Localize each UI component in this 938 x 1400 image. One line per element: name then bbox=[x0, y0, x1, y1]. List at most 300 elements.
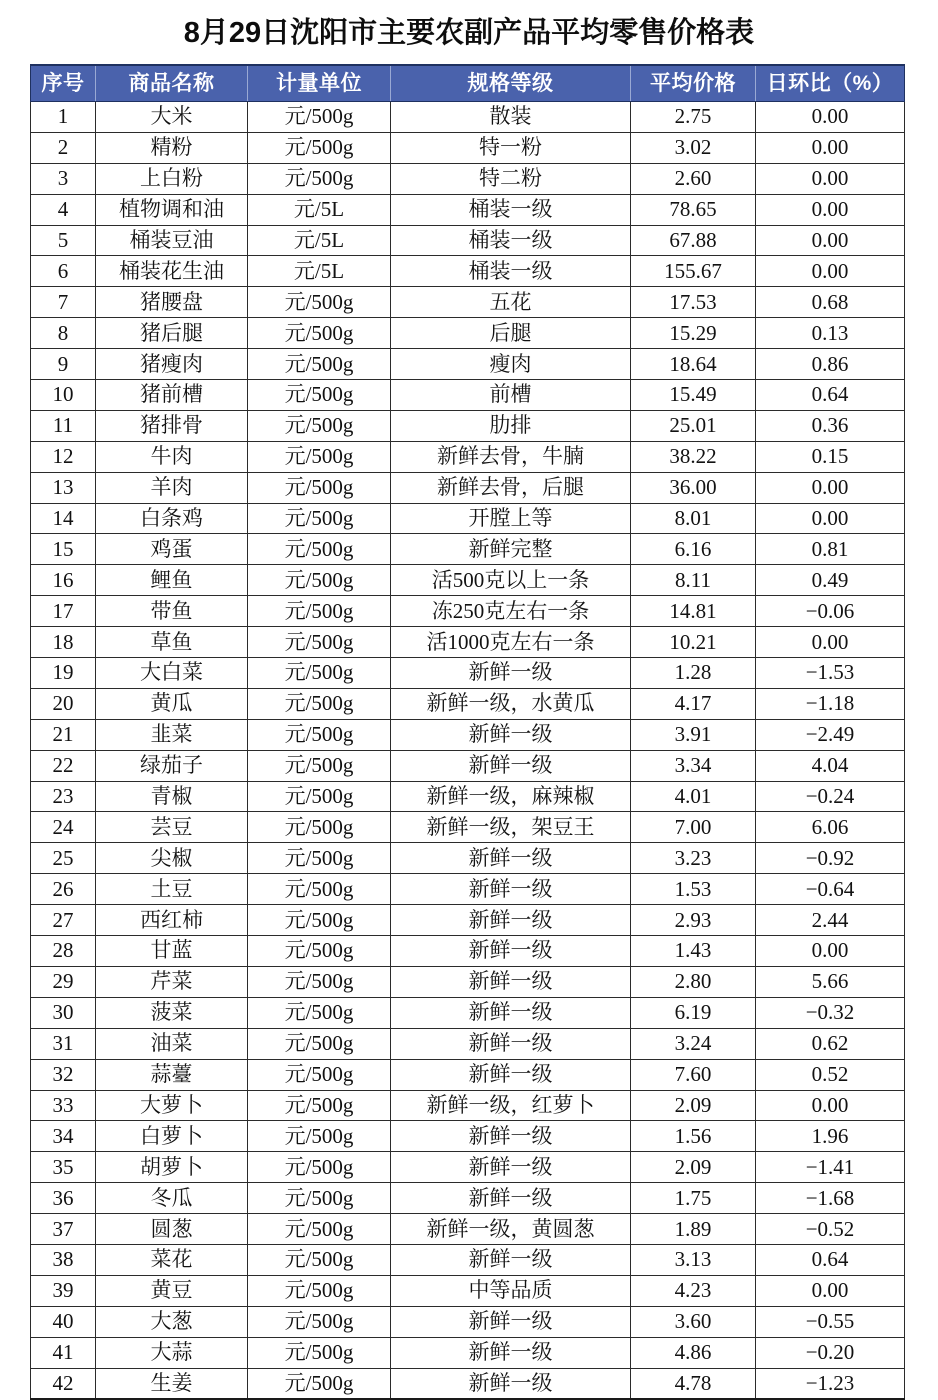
cell-change: 0.00 bbox=[756, 503, 905, 534]
cell-name: 大萝卜 bbox=[96, 1090, 248, 1121]
cell-change: 5.66 bbox=[756, 966, 905, 997]
cell-index: 26 bbox=[31, 874, 96, 905]
cell-unit: 元/500g bbox=[248, 1214, 391, 1245]
column-header-name: 商品名称 bbox=[96, 65, 248, 102]
cell-unit: 元/500g bbox=[248, 1152, 391, 1183]
cell-name: 黄瓜 bbox=[96, 688, 248, 719]
cell-price: 8.01 bbox=[631, 503, 756, 534]
cell-index: 5 bbox=[31, 225, 96, 256]
cell-price: 2.60 bbox=[631, 163, 756, 194]
table-row bbox=[31, 287, 905, 318]
cell-name: 芸豆 bbox=[96, 812, 248, 843]
cell-spec: 新鲜去骨，牛腩 bbox=[391, 441, 631, 472]
cell-change: 0.64 bbox=[756, 1244, 905, 1275]
table-row bbox=[31, 997, 905, 1028]
cell-price: 1.89 bbox=[631, 1214, 756, 1245]
table-row bbox=[31, 194, 905, 225]
cell-change: 0.00 bbox=[756, 472, 905, 503]
cell-change: 0.00 bbox=[756, 163, 905, 194]
table-row bbox=[31, 1028, 905, 1059]
cell-change: 1.96 bbox=[756, 1121, 905, 1152]
cell-price: 25.01 bbox=[631, 410, 756, 441]
cell-index: 39 bbox=[31, 1275, 96, 1306]
cell-unit: 元/500g bbox=[248, 719, 391, 750]
cell-spec: 活500克以上一条 bbox=[391, 565, 631, 596]
cell-change: −1.68 bbox=[756, 1183, 905, 1214]
cell-change: 0.49 bbox=[756, 565, 905, 596]
cell-unit: 元/500g bbox=[248, 472, 391, 503]
cell-price: 3.34 bbox=[631, 750, 756, 781]
cell-name: 桶装豆油 bbox=[96, 225, 248, 256]
cell-name: 桶装花生油 bbox=[96, 256, 248, 287]
cell-spec: 新鲜完整 bbox=[391, 534, 631, 565]
table-row bbox=[31, 1183, 905, 1214]
cell-spec: 新鲜一级 bbox=[391, 997, 631, 1028]
cell-unit: 元/500g bbox=[248, 503, 391, 534]
table-row bbox=[31, 102, 905, 133]
table-row bbox=[31, 1337, 905, 1368]
cell-spec: 新鲜一级 bbox=[391, 1028, 631, 1059]
table-row bbox=[31, 1090, 905, 1121]
cell-name: 生姜 bbox=[96, 1368, 248, 1399]
cell-name: 西红柿 bbox=[96, 905, 248, 936]
table-row bbox=[31, 349, 905, 380]
cell-index: 34 bbox=[31, 1121, 96, 1152]
cell-price: 38.22 bbox=[631, 441, 756, 472]
cell-change: −0.55 bbox=[756, 1306, 905, 1337]
cell-change: 0.00 bbox=[756, 627, 905, 658]
cell-change: −0.32 bbox=[756, 997, 905, 1028]
cell-unit: 元/500g bbox=[248, 380, 391, 411]
cell-name: 猪前槽 bbox=[96, 380, 248, 411]
cell-change: 0.36 bbox=[756, 410, 905, 441]
cell-unit: 元/500g bbox=[248, 688, 391, 719]
table-row bbox=[31, 132, 905, 163]
cell-price: 1.75 bbox=[631, 1183, 756, 1214]
cell-name: 牛肉 bbox=[96, 441, 248, 472]
table-row bbox=[31, 1121, 905, 1152]
cell-index: 13 bbox=[31, 472, 96, 503]
cell-name: 羊肉 bbox=[96, 472, 248, 503]
cell-unit: 元/500g bbox=[248, 287, 391, 318]
cell-price: 4.78 bbox=[631, 1368, 756, 1399]
cell-spec: 新鲜一级 bbox=[391, 1059, 631, 1090]
table-row bbox=[31, 1275, 905, 1306]
table-row bbox=[31, 1059, 905, 1090]
cell-name: 白萝卜 bbox=[96, 1121, 248, 1152]
cell-spec: 桶装一级 bbox=[391, 194, 631, 225]
cell-change: −0.24 bbox=[756, 781, 905, 812]
cell-change: 0.00 bbox=[756, 194, 905, 225]
table-row bbox=[31, 441, 905, 472]
cell-name: 大葱 bbox=[96, 1306, 248, 1337]
cell-change: 0.13 bbox=[756, 318, 905, 349]
cell-spec: 新鲜一级 bbox=[391, 1183, 631, 1214]
cell-index: 28 bbox=[31, 936, 96, 967]
cell-price: 6.16 bbox=[631, 534, 756, 565]
cell-change: −0.92 bbox=[756, 843, 905, 874]
cell-price: 2.09 bbox=[631, 1090, 756, 1121]
cell-spec: 新鲜一级 bbox=[391, 874, 631, 905]
cell-name: 上白粉 bbox=[96, 163, 248, 194]
cell-change: −2.49 bbox=[756, 719, 905, 750]
cell-unit: 元/500g bbox=[248, 1244, 391, 1275]
cell-spec: 新鲜一级，架豆王 bbox=[391, 812, 631, 843]
cell-price: 2.80 bbox=[631, 966, 756, 997]
column-header-change: 日环比（%） bbox=[756, 65, 905, 102]
table-row bbox=[31, 966, 905, 997]
cell-spec: 开膛上等 bbox=[391, 503, 631, 534]
table-row bbox=[31, 534, 905, 565]
cell-price: 15.49 bbox=[631, 380, 756, 411]
table-row bbox=[31, 1152, 905, 1183]
cell-unit: 元/500g bbox=[248, 349, 391, 380]
cell-spec: 五花 bbox=[391, 287, 631, 318]
cell-unit: 元/500g bbox=[248, 1337, 391, 1368]
cell-spec: 特二粉 bbox=[391, 163, 631, 194]
cell-unit: 元/500g bbox=[248, 997, 391, 1028]
table-row bbox=[31, 1306, 905, 1337]
cell-name: 大米 bbox=[96, 102, 248, 133]
cell-price: 6.19 bbox=[631, 997, 756, 1028]
cell-unit: 元/500g bbox=[248, 812, 391, 843]
page-title: 8月29日沈阳市主要农副产品平均零售价格表 bbox=[183, 17, 755, 49]
cell-change: −1.18 bbox=[756, 688, 905, 719]
table-row bbox=[31, 843, 905, 874]
cell-unit: 元/500g bbox=[248, 534, 391, 565]
cell-change: 0.81 bbox=[756, 534, 905, 565]
table-row bbox=[31, 472, 905, 503]
cell-index: 14 bbox=[31, 503, 96, 534]
cell-change: 0.15 bbox=[756, 441, 905, 472]
cell-price: 4.86 bbox=[631, 1337, 756, 1368]
cell-index: 16 bbox=[31, 565, 96, 596]
cell-name: 草鱼 bbox=[96, 627, 248, 658]
cell-index: 38 bbox=[31, 1244, 96, 1275]
cell-name: 黄豆 bbox=[96, 1275, 248, 1306]
cell-price: 4.17 bbox=[631, 688, 756, 719]
cell-index: 2 bbox=[31, 132, 96, 163]
cell-price: 3.60 bbox=[631, 1306, 756, 1337]
cell-unit: 元/500g bbox=[248, 658, 391, 689]
cell-change: 0.00 bbox=[756, 256, 905, 287]
cell-name: 胡萝卜 bbox=[96, 1152, 248, 1183]
cell-spec: 桶装一级 bbox=[391, 225, 631, 256]
cell-price: 10.21 bbox=[631, 627, 756, 658]
cell-change: −0.52 bbox=[756, 1214, 905, 1245]
cell-name: 猪瘦肉 bbox=[96, 349, 248, 380]
cell-index: 17 bbox=[31, 596, 96, 627]
cell-price: 3.24 bbox=[631, 1028, 756, 1059]
cell-name: 大白菜 bbox=[96, 658, 248, 689]
cell-unit: 元/500g bbox=[248, 1306, 391, 1337]
cell-index: 11 bbox=[31, 410, 96, 441]
cell-price: 15.29 bbox=[631, 318, 756, 349]
cell-change: 0.00 bbox=[756, 936, 905, 967]
cell-index: 37 bbox=[31, 1214, 96, 1245]
cell-index: 42 bbox=[31, 1368, 96, 1399]
cell-name: 鸡蛋 bbox=[96, 534, 248, 565]
cell-name: 白条鸡 bbox=[96, 503, 248, 534]
cell-index: 35 bbox=[31, 1152, 96, 1183]
cell-change: −0.06 bbox=[756, 596, 905, 627]
table-row bbox=[31, 905, 905, 936]
cell-unit: 元/500g bbox=[248, 410, 391, 441]
table-row bbox=[31, 410, 905, 441]
table-row bbox=[31, 565, 905, 596]
cell-index: 21 bbox=[31, 719, 96, 750]
cell-spec: 新鲜一级 bbox=[391, 1337, 631, 1368]
cell-price: 8.11 bbox=[631, 565, 756, 596]
cell-spec: 肋排 bbox=[391, 410, 631, 441]
cell-index: 29 bbox=[31, 966, 96, 997]
cell-unit: 元/500g bbox=[248, 1368, 391, 1399]
cell-unit: 元/500g bbox=[248, 627, 391, 658]
cell-price: 67.88 bbox=[631, 225, 756, 256]
cell-change: 0.64 bbox=[756, 380, 905, 411]
cell-name: 绿茄子 bbox=[96, 750, 248, 781]
cell-index: 4 bbox=[31, 194, 96, 225]
cell-name: 油菜 bbox=[96, 1028, 248, 1059]
cell-name: 土豆 bbox=[96, 874, 248, 905]
cell-name: 带鱼 bbox=[96, 596, 248, 627]
column-header-index: 序号 bbox=[31, 65, 96, 102]
cell-unit: 元/5L bbox=[248, 225, 391, 256]
cell-change: −1.23 bbox=[756, 1368, 905, 1399]
table-row bbox=[31, 503, 905, 534]
table-row bbox=[31, 627, 905, 658]
cell-change: −0.20 bbox=[756, 1337, 905, 1368]
cell-name: 圆葱 bbox=[96, 1214, 248, 1245]
cell-unit: 元/500g bbox=[248, 936, 391, 967]
cell-change: 0.62 bbox=[756, 1028, 905, 1059]
cell-index: 8 bbox=[31, 318, 96, 349]
cell-unit: 元/500g bbox=[248, 1183, 391, 1214]
cell-name: 猪腰盘 bbox=[96, 287, 248, 318]
cell-index: 36 bbox=[31, 1183, 96, 1214]
cell-name: 冬瓜 bbox=[96, 1183, 248, 1214]
cell-unit: 元/500g bbox=[248, 781, 391, 812]
cell-unit: 元/5L bbox=[248, 194, 391, 225]
cell-spec: 瘦肉 bbox=[391, 349, 631, 380]
table-row bbox=[31, 781, 905, 812]
cell-change: −1.41 bbox=[756, 1152, 905, 1183]
cell-spec: 新鲜一级，麻辣椒 bbox=[391, 781, 631, 812]
table-row bbox=[31, 1244, 905, 1275]
cell-price: 4.01 bbox=[631, 781, 756, 812]
cell-unit: 元/500g bbox=[248, 318, 391, 349]
cell-name: 植物调和油 bbox=[96, 194, 248, 225]
table-row bbox=[31, 936, 905, 967]
cell-name: 菠菜 bbox=[96, 997, 248, 1028]
cell-spec: 新鲜一级 bbox=[391, 905, 631, 936]
cell-change: 6.06 bbox=[756, 812, 905, 843]
cell-price: 2.93 bbox=[631, 905, 756, 936]
cell-spec: 新鲜一级 bbox=[391, 1244, 631, 1275]
cell-unit: 元/500g bbox=[248, 441, 391, 472]
cell-name: 精粉 bbox=[96, 132, 248, 163]
cell-spec: 新鲜一级 bbox=[391, 1368, 631, 1399]
cell-price: 78.65 bbox=[631, 194, 756, 225]
table-row bbox=[31, 719, 905, 750]
cell-change: −0.64 bbox=[756, 874, 905, 905]
cell-name: 蒜薹 bbox=[96, 1059, 248, 1090]
table-row bbox=[31, 750, 905, 781]
cell-spec: 新鲜去骨，后腿 bbox=[391, 472, 631, 503]
cell-index: 32 bbox=[31, 1059, 96, 1090]
cell-unit: 元/500g bbox=[248, 1059, 391, 1090]
cell-index: 30 bbox=[31, 997, 96, 1028]
cell-name: 鲤鱼 bbox=[96, 565, 248, 596]
cell-index: 23 bbox=[31, 781, 96, 812]
table-row bbox=[31, 1368, 905, 1399]
table-row bbox=[31, 658, 905, 689]
cell-spec: 新鲜一级，水黄瓜 bbox=[391, 688, 631, 719]
cell-price: 1.53 bbox=[631, 874, 756, 905]
table-row bbox=[31, 596, 905, 627]
cell-price: 17.53 bbox=[631, 287, 756, 318]
agricultural-price-table bbox=[30, 64, 905, 1400]
cell-spec: 散装 bbox=[391, 102, 631, 133]
cell-index: 19 bbox=[31, 658, 96, 689]
cell-index: 31 bbox=[31, 1028, 96, 1059]
cell-change: 0.52 bbox=[756, 1059, 905, 1090]
cell-spec: 新鲜一级 bbox=[391, 843, 631, 874]
cell-spec: 新鲜一级 bbox=[391, 1152, 631, 1183]
table-row bbox=[31, 163, 905, 194]
cell-price: 1.56 bbox=[631, 1121, 756, 1152]
cell-spec: 特一粉 bbox=[391, 132, 631, 163]
cell-spec: 新鲜一级，红萝卜 bbox=[391, 1090, 631, 1121]
cell-name: 大蒜 bbox=[96, 1337, 248, 1368]
cell-unit: 元/500g bbox=[248, 1090, 391, 1121]
cell-spec: 中等品质 bbox=[391, 1275, 631, 1306]
cell-index: 9 bbox=[31, 349, 96, 380]
cell-index: 27 bbox=[31, 905, 96, 936]
column-header-price: 平均价格 bbox=[631, 65, 756, 102]
cell-index: 12 bbox=[31, 441, 96, 472]
cell-spec: 后腿 bbox=[391, 318, 631, 349]
cell-unit: 元/500g bbox=[248, 966, 391, 997]
cell-unit: 元/500g bbox=[248, 596, 391, 627]
cell-index: 10 bbox=[31, 380, 96, 411]
table-body bbox=[31, 102, 905, 1400]
table-row bbox=[31, 380, 905, 411]
cell-name: 猪排骨 bbox=[96, 410, 248, 441]
cell-name: 甘蓝 bbox=[96, 936, 248, 967]
cell-change: 0.00 bbox=[756, 1275, 905, 1306]
cell-spec: 新鲜一级 bbox=[391, 750, 631, 781]
cell-change: −1.53 bbox=[756, 658, 905, 689]
cell-price: 4.23 bbox=[631, 1275, 756, 1306]
cell-unit: 元/500g bbox=[248, 1121, 391, 1152]
cell-change: 0.00 bbox=[756, 102, 905, 133]
cell-price: 3.23 bbox=[631, 843, 756, 874]
cell-index: 15 bbox=[31, 534, 96, 565]
cell-index: 1 bbox=[31, 102, 96, 133]
cell-index: 33 bbox=[31, 1090, 96, 1121]
cell-index: 24 bbox=[31, 812, 96, 843]
cell-unit: 元/500g bbox=[248, 102, 391, 133]
table-row bbox=[31, 225, 905, 256]
cell-spec: 新鲜一级 bbox=[391, 1306, 631, 1337]
cell-name: 尖椒 bbox=[96, 843, 248, 874]
cell-unit: 元/500g bbox=[248, 843, 391, 874]
cell-change: 2.44 bbox=[756, 905, 905, 936]
cell-change: 0.86 bbox=[756, 349, 905, 380]
cell-price: 7.00 bbox=[631, 812, 756, 843]
cell-unit: 元/500g bbox=[248, 1275, 391, 1306]
cell-price: 7.60 bbox=[631, 1059, 756, 1090]
cell-name: 猪后腿 bbox=[96, 318, 248, 349]
column-header-unit: 计量单位 bbox=[248, 65, 391, 102]
cell-change: 4.04 bbox=[756, 750, 905, 781]
cell-change: 0.00 bbox=[756, 132, 905, 163]
cell-index: 6 bbox=[31, 256, 96, 287]
cell-change: 0.00 bbox=[756, 225, 905, 256]
table-row bbox=[31, 256, 905, 287]
cell-unit: 元/500g bbox=[248, 905, 391, 936]
cell-index: 22 bbox=[31, 750, 96, 781]
cell-price: 1.43 bbox=[631, 936, 756, 967]
table-row bbox=[31, 688, 905, 719]
cell-unit: 元/5L bbox=[248, 256, 391, 287]
cell-spec: 新鲜一级 bbox=[391, 936, 631, 967]
cell-spec: 新鲜一级 bbox=[391, 719, 631, 750]
cell-index: 18 bbox=[31, 627, 96, 658]
cell-price: 1.28 bbox=[631, 658, 756, 689]
cell-name: 韭菜 bbox=[96, 719, 248, 750]
cell-name: 芹菜 bbox=[96, 966, 248, 997]
cell-index: 41 bbox=[31, 1337, 96, 1368]
cell-unit: 元/500g bbox=[248, 132, 391, 163]
cell-unit: 元/500g bbox=[248, 750, 391, 781]
cell-price: 2.09 bbox=[631, 1152, 756, 1183]
cell-price: 3.02 bbox=[631, 132, 756, 163]
cell-price: 14.81 bbox=[631, 596, 756, 627]
cell-index: 25 bbox=[31, 843, 96, 874]
cell-name: 菜花 bbox=[96, 1244, 248, 1275]
cell-unit: 元/500g bbox=[248, 565, 391, 596]
cell-index: 7 bbox=[31, 287, 96, 318]
cell-price: 155.67 bbox=[631, 256, 756, 287]
table-row bbox=[31, 318, 905, 349]
table-row bbox=[31, 812, 905, 843]
cell-spec: 冻250克左右一条 bbox=[391, 596, 631, 627]
cell-price: 3.13 bbox=[631, 1244, 756, 1275]
cell-change: 0.68 bbox=[756, 287, 905, 318]
cell-spec: 活1000克左右一条 bbox=[391, 627, 631, 658]
cell-spec: 新鲜一级 bbox=[391, 966, 631, 997]
column-header-spec: 规格等级 bbox=[391, 65, 631, 102]
table-row bbox=[31, 874, 905, 905]
cell-price: 36.00 bbox=[631, 472, 756, 503]
table-header bbox=[31, 65, 905, 102]
cell-spec: 前槽 bbox=[391, 380, 631, 411]
cell-unit: 元/500g bbox=[248, 163, 391, 194]
price-table-container bbox=[30, 64, 904, 1400]
table-header-row bbox=[31, 65, 905, 102]
cell-index: 3 bbox=[31, 163, 96, 194]
cell-unit: 元/500g bbox=[248, 1028, 391, 1059]
cell-price: 18.64 bbox=[631, 349, 756, 380]
cell-spec: 新鲜一级 bbox=[391, 1121, 631, 1152]
cell-unit: 元/500g bbox=[248, 874, 391, 905]
cell-spec: 新鲜一级，黄圆葱 bbox=[391, 1214, 631, 1245]
cell-spec: 新鲜一级 bbox=[391, 658, 631, 689]
cell-price: 2.75 bbox=[631, 102, 756, 133]
cell-index: 40 bbox=[31, 1306, 96, 1337]
